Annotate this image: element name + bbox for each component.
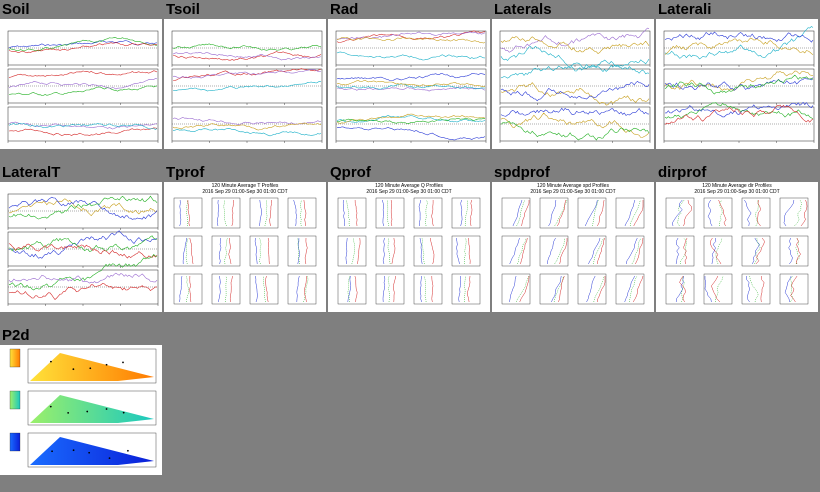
tile-title: LateralT <box>2 164 61 181</box>
station-dot <box>122 362 124 364</box>
station-dot <box>50 361 52 363</box>
tile-title: Tprof <box>166 164 205 181</box>
profile-subtitle: 2016 Sep 29 01:00-Sep 30 01:00 CDT <box>694 189 780 195</box>
profile-title: 120 Minute Average spd Profiles <box>537 183 609 189</box>
tile-title: Tsoil <box>166 1 200 18</box>
rad-plot <box>328 19 490 149</box>
spdprof-plot <box>492 182 654 312</box>
soil-plot <box>0 19 162 149</box>
colorbar <box>10 391 20 409</box>
thumbnail-tprof[interactable] <box>164 182 326 312</box>
plot-background <box>656 19 818 149</box>
thumbnail-laterali[interactable] <box>656 19 818 149</box>
station-dot <box>88 452 90 454</box>
profile-subtitle: 2016 Sep 29 01:00-Sep 30 01:00 CDT <box>366 189 452 195</box>
station-dot <box>50 406 52 408</box>
tile-title: Soil <box>2 1 30 18</box>
profile-title: 120 Minute Average Q Profiles <box>375 183 443 189</box>
dirprof-plot <box>656 182 818 312</box>
station-dot <box>73 449 75 451</box>
thumbnail-laterals[interactable] <box>492 19 654 149</box>
laterali-plot <box>656 19 818 149</box>
thumbnail-p2d[interactable] <box>0 345 162 475</box>
station-dot <box>86 411 88 413</box>
lateralt-plot <box>0 182 162 312</box>
colorbar <box>10 433 20 451</box>
qprof-plot <box>328 182 490 312</box>
station-dot <box>127 450 129 452</box>
station-dot <box>109 457 111 459</box>
tile-title: Laterals <box>494 1 552 18</box>
station-dot <box>67 412 69 414</box>
tsoil-plot <box>164 19 326 149</box>
station-dot <box>123 412 125 414</box>
thumbnail-tsoil[interactable] <box>164 19 326 149</box>
tprof-plot <box>164 182 326 312</box>
p2d-plot <box>0 345 162 475</box>
laterals-plot <box>492 19 654 149</box>
thumbnail-qprof[interactable] <box>328 182 490 312</box>
tile-title: Rad <box>330 1 359 18</box>
station-dot <box>72 368 74 370</box>
tile-title: spdprof <box>494 164 550 181</box>
profile-subtitle: 2016 Sep 29 01:00-Sep 30 01:00 CDT <box>530 189 616 195</box>
plot-background <box>164 182 326 312</box>
colorbar <box>10 349 20 367</box>
thumbnail-soil[interactable] <box>0 19 162 149</box>
thumbnail-dirprof[interactable] <box>656 182 818 312</box>
thumbnail-lateralt[interactable] <box>0 182 162 312</box>
thumbnail-rad[interactable] <box>328 19 490 149</box>
tile-title: Qprof <box>330 164 371 181</box>
station-dot <box>106 364 108 366</box>
station-dot <box>89 367 91 369</box>
tile-title: dirprof <box>658 164 707 181</box>
profile-subtitle: 2016 Sep 29 01:00-Sep 30 01:00 CDT <box>202 189 288 195</box>
plot-background <box>328 182 490 312</box>
profile-title: 120 Minute Average dir Profiles <box>702 183 772 189</box>
thumbnail-spdprof[interactable] <box>492 182 654 312</box>
station-dot <box>51 450 53 452</box>
tile-title: P2d <box>2 327 30 344</box>
tile-title: Laterali <box>658 1 712 18</box>
profile-title: 120 Minute Average T Profiles <box>211 183 279 189</box>
station-dot <box>106 408 108 410</box>
